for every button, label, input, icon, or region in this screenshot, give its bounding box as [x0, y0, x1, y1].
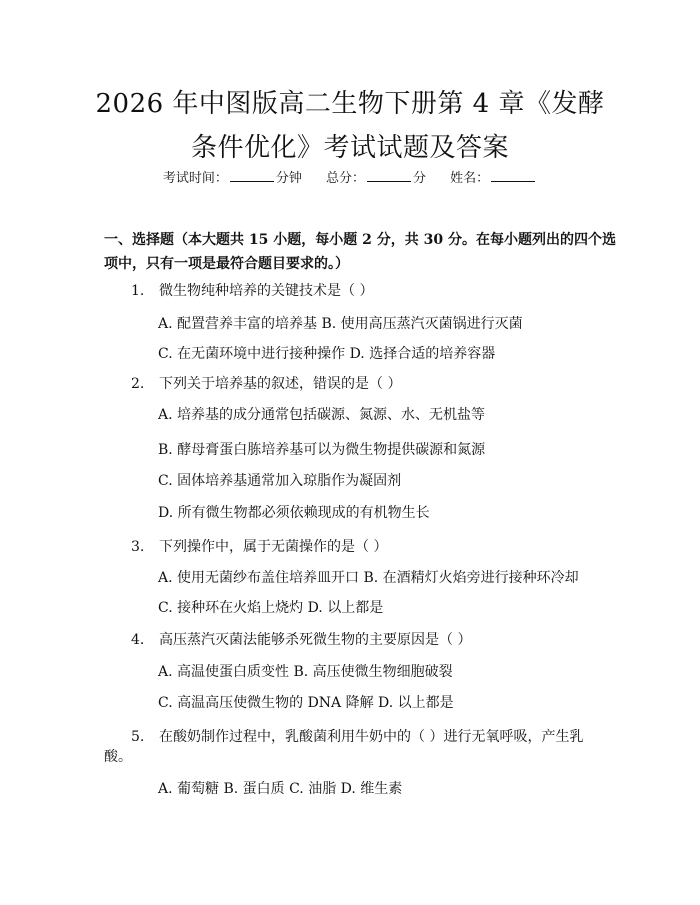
question-2-option-b: B. 酵母膏蛋白胨培养基可以为微生物提供碳源和氮源 — [158, 442, 486, 458]
exam-time-unit: 分钟 — [275, 171, 302, 186]
total-score-field — [326, 171, 426, 186]
question-1 — [131, 280, 601, 302]
question-2-option-d: D. 所有微生物都必须依赖现成的有机物生长 — [158, 505, 430, 521]
total-score-unit: 分 — [413, 171, 427, 186]
exam-info-line — [0, 168, 700, 189]
question-stem: 高压蒸汽灭菌法能够杀死微生物的主要原因是（ ） — [159, 632, 472, 648]
question-1-options-line-1: A. 配置营养丰富的培养基 B. 使用高压蒸汽灭菌锅进行灭菌 — [158, 316, 523, 332]
question-1-options-line-2: C. 在无菌环境中进行接种操作 D. 选择合适的培养容器 — [158, 346, 496, 362]
total-score-blank — [367, 168, 411, 182]
question-5 — [131, 726, 611, 748]
question-4-options-line-1: A. 高温使蛋白质变性 B. 高压使微生物细胞破裂 — [158, 664, 453, 680]
question-number: 4. — [131, 632, 145, 648]
question-3-options-line-1: A. 使用无菌纱布盖住培养皿开口 B. 在酒精灯火焰旁进行接种环冷却 — [158, 570, 579, 586]
exam-time-blank — [230, 168, 274, 182]
name-field — [450, 171, 537, 186]
question-4-options-line-2: C. 高温高压使微生物的 DNA 降解 D. 以上都是 — [158, 695, 454, 711]
page-title: 2026 年中图版高二生物下册第 4 章《发酵条件优化》考试试题及答案 — [95, 89, 605, 163]
question-stem: 微生物纯种培养的关键技术是（ ） — [159, 283, 374, 299]
question-3 — [131, 536, 601, 558]
question-3-options-line-2: C. 接种环在火焰上烧灼 D. 以上都是 — [158, 600, 384, 616]
question-stem: 下列关于培养基的叙述，错误的是（ ） — [159, 376, 402, 392]
question-number: 1. — [131, 283, 145, 299]
question-stem: 在酸奶制作过程中，乳酸菌利用牛奶中的（ ）进行无氧呼吸，产生乳 — [159, 729, 584, 745]
name-label: 姓名： — [450, 171, 490, 186]
question-5-stem-continuation: 酸。 — [104, 749, 132, 765]
question-2-option-a: A. 培养基的成分通常包括碳源、氮源、水、无机盐等 — [158, 407, 486, 423]
exam-time-label: 考试时间： — [162, 171, 228, 186]
name-blank — [491, 168, 535, 182]
question-2 — [131, 373, 601, 395]
question-2-option-c: C. 固体培养基通常加入琼脂作为凝固剂 — [158, 473, 402, 489]
total-score-label: 总分： — [325, 171, 365, 186]
section-heading: 一、选择题（本大题共 15 小题，每小题 2 分，共 30 分。在每小题列出的四个选项中，只有一项是最符合题目要求的。） — [104, 232, 616, 272]
question-number: 3. — [131, 539, 145, 555]
question-stem: 下列操作中，属于无菌操作的是（ ） — [159, 539, 388, 555]
question-5-options-line-1: A. 葡萄糖 B. 蛋白质 C. 油脂 D. 维生素 — [158, 781, 403, 797]
question-number: 5. — [131, 729, 145, 745]
question-4 — [131, 629, 601, 651]
question-number: 2. — [131, 376, 145, 392]
exam-time-field — [163, 171, 302, 186]
